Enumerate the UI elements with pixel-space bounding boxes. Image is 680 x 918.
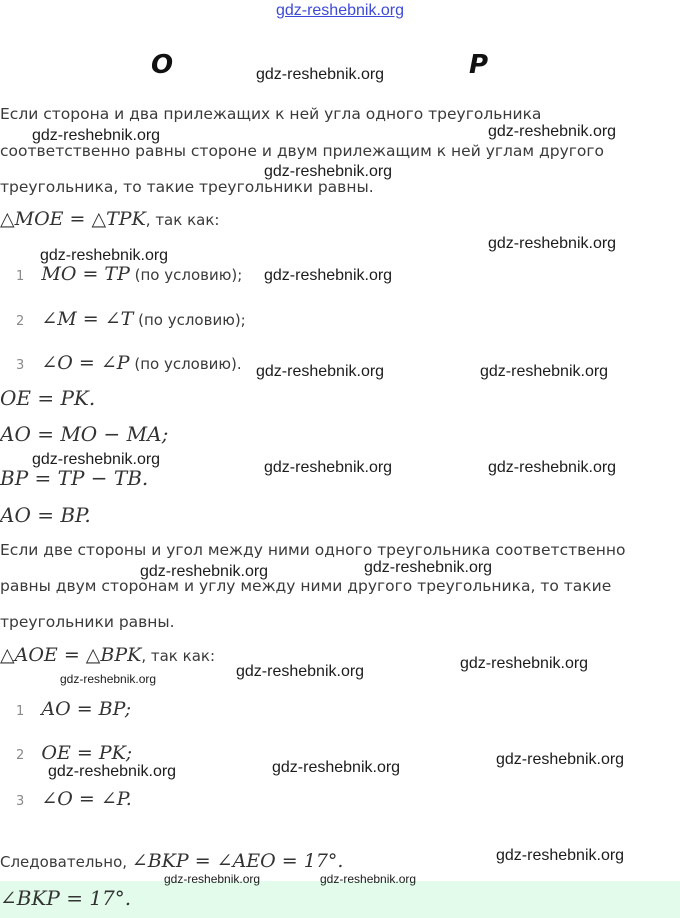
claim2-suffix: , так как:: [141, 647, 216, 665]
watermark: gdz-reshebnik.org: [460, 655, 589, 672]
list1-item-number: 3: [16, 358, 25, 373]
rule2-line2: равны двум сторонам и углу между ними другого треугольника, то такие: [0, 577, 612, 595]
rule2-line3: треугольники равны.: [0, 613, 175, 631]
list2-item-number: 1: [16, 704, 25, 719]
list2-item: [16, 742, 132, 764]
rule1-line3: треугольника, то такие треугольники равны.: [0, 178, 374, 196]
list1-item-math: MO = TP: [41, 263, 130, 285]
rule2-line1: Если две стороны и угол между ними одного треугольника соответственно: [0, 541, 626, 559]
watermark: gdz-reshebnik.org: [164, 872, 261, 886]
watermark: gdz-reshebnik.org: [256, 66, 385, 83]
final-answer: ∠BKP = 17°.: [0, 886, 132, 910]
equation-ao: AO = MO − MA;: [0, 422, 169, 446]
list1-item-note: (по условию).: [129, 355, 242, 373]
list2-item: [16, 698, 131, 720]
equation-ao-bp: AO = BP.: [0, 503, 91, 527]
conclusion: [0, 850, 343, 872]
watermark: gdz-reshebnik.org: [48, 763, 177, 780]
watermark: gdz-reshebnik.org: [256, 363, 385, 380]
watermark: gdz-reshebnik.org: [32, 127, 161, 144]
claim1: [0, 208, 219, 230]
site-header-link[interactable]: gdz-reshebnik.org: [275, 2, 405, 19]
list1-item-number: 2: [16, 314, 25, 329]
watermark: gdz-reshebnik.org: [488, 235, 617, 252]
equation-oe-pk: OE = PK.: [0, 386, 96, 410]
equation-bp: BP = TP − TB.: [0, 466, 149, 490]
claim1-math: △MOE = △TPK: [0, 208, 146, 230]
watermark: gdz-reshebnik.org: [320, 872, 417, 886]
watermark: gdz-reshebnik.org: [140, 563, 269, 580]
list2-item-math: OE = PK;: [41, 742, 133, 764]
list2-item: [16, 788, 132, 810]
list2-item-number: 3: [16, 794, 25, 809]
watermark: gdz-reshebnik.org: [488, 123, 617, 140]
watermark: gdz-reshebnik.org: [264, 267, 393, 284]
list2-item-math: ∠O = ∠P.: [41, 788, 132, 810]
figure-letter-o: O: [151, 50, 174, 80]
watermark: gdz-reshebnik.org: [496, 751, 625, 768]
watermark: gdz-reshebnik.org: [264, 459, 393, 476]
list1-item: [16, 263, 242, 285]
watermark: gdz-reshebnik.org: [40, 247, 169, 264]
list1-item-math: ∠M = ∠T: [41, 308, 134, 330]
rule1-line1: Если сторона и два прилежащих к ней угла одного треугольника: [0, 105, 542, 123]
watermark: gdz-reshebnik.org: [272, 759, 401, 776]
list1-item-number: 1: [16, 269, 25, 284]
watermark: gdz-reshebnik.org: [32, 451, 161, 468]
list1-item: [16, 352, 242, 374]
rule1-line2: соответственно равны стороне и двум прилежащим к ней углам другого: [0, 142, 605, 160]
watermark: gdz-reshebnik.org: [60, 672, 157, 686]
list1-item: [16, 308, 246, 330]
list2-item-math: AO = BP;: [41, 698, 132, 720]
list1-item-note: (по условию);: [133, 311, 246, 329]
watermark: gdz-reshebnik.org: [264, 163, 393, 180]
figure-letter-p: P: [469, 50, 489, 80]
claim2: [0, 644, 215, 666]
watermark: gdz-reshebnik.org: [236, 663, 365, 680]
list1-item-note: (по условию);: [129, 266, 243, 284]
conclusion-prefix: Следовательно,: [0, 853, 132, 871]
watermark: gdz-reshebnik.org: [364, 559, 493, 576]
claim1-suffix: , так как:: [145, 211, 220, 229]
watermark: gdz-reshebnik.org: [496, 847, 625, 864]
watermark: gdz-reshebnik.org: [488, 459, 617, 476]
watermark: gdz-reshebnik.org: [480, 363, 609, 380]
list1-item-math: ∠O = ∠P: [41, 352, 130, 374]
list2-item-number: 2: [16, 748, 25, 763]
claim2-math: △AOE = △BPK: [0, 644, 142, 666]
conclusion-math: ∠BKP = ∠AEO = 17°.: [131, 850, 344, 872]
